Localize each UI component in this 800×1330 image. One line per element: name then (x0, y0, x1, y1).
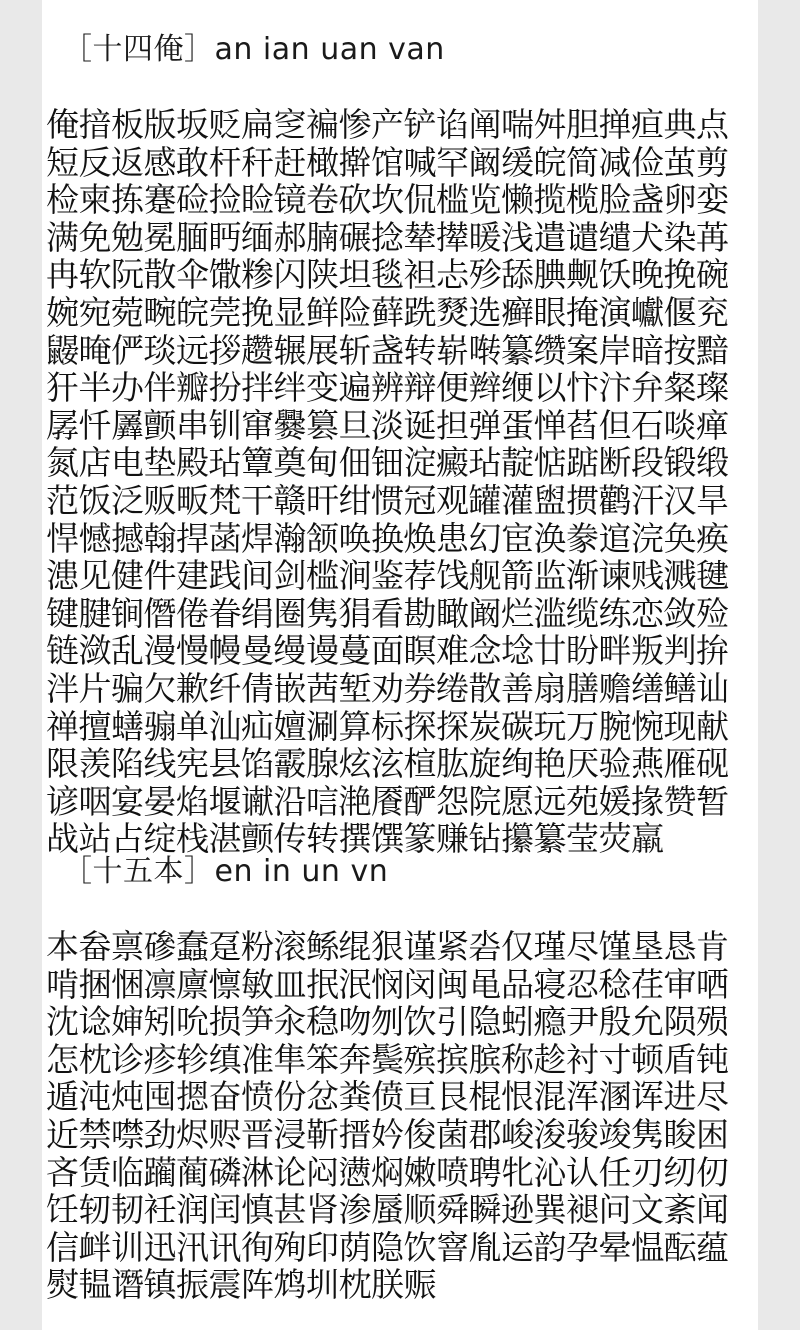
section-heading-an: ［十四俺］an ian uan van (62, 32, 445, 67)
section-heading-en: ［十五本］en in un vn (62, 854, 389, 889)
section-body-en: 本畚禀磣蠢趸粉滚鲧绲狠谨紧沯仅瑾尽馑垦恳肯啃捆悃凛廪懔敏皿抿泯悯闵闽黾品寝忍稔荏审哂沈谂婶矧吮损笋汆稳吻刎饮引隐蚓瘾尹殷允陨殒怎枕诊疹轸缜准隼笨奔鬓殡摈膑称趁衬寸顿盾钝遁沌炖囤摁奋愤份忿粪偾亘艮棍恨混浑溷诨进尽近禁噤劲烬赆晋浸靳搢妗俊菌郡峻浚骏竣隽睃困吝赁临躏蔺磷淋论闷懑焖嫩喷聘牝沁认任刃纫仞饪轫韧衽润闰慎甚肾渗蜃顺舜瞬逊巽褪问文紊闻信衅训迅汛讯徇殉印荫隐饮窨胤运韵孕晕愠酝蕴熨韫谮镇振震阵鸩圳枕朕赈 (46, 927, 729, 1305)
section-body-an: 俺揞板版坂贬扁窆褊惨产铲谄阐喘舛胆掸疸典点短反返感敢杆秆赶橄擀馆喊罕阚缓皖简减俭茧剪检柬拣蹇硷捡睑镜卷砍坎侃槛览懒揽榄脸盏卵娈满免勉冕腼眄缅郝腩碾捻辇撵暖浅遣谴缱犬染苒冉软阮散伞馓糁闪陕坦毯袒忐殄舔腆觍饫晚挽碗婉宛菀畹皖莞挽显鲜险藓跣燹选癣眼掩演巘偃兖鼹晻俨琰远拶趱辗展斩盏转崭啭纂缵案岸暗按黯犴半办伴瓣扮拌绊变遍辨辩便辫缏以忭汴弁粲璨孱忏羼颤串钏窜爨篡旦淡诞担弹蛋惮萏但石啖瘅氮店电垫殿玷簟奠甸佃钿淀癜玷靛惦踮断段锻缎范饭泛贩畈梵干赣旰绀惯冠观罐灌盥掼鹳汗汉旱悍憾撼翰捍菡焊瀚颔唤换焕患幻宦涣豢逭浣奂痪漶见健件建践间剑槛涧鉴荐饯舰箭监渐谏贱溅毽键腱锏僭倦眷绢圈隽狷看勘瞰阚烂滥缆练恋敛殓链潋乱漫慢幔曼缦谩蔓面瞑难念埝廿盼畔叛判拚泮片骗欠歉纤倩嵌茜堑劝券绻散善扇膳赡缮鳝讪禅擅蟮骟单汕疝嬗涮算标探探炭碳玩万腕惋现献限羡陷线宪县馅霰腺炫泫楦肱旋绚艳厌验燕雁砚谚咽宴晏焰堰谳沿唁滟餍酽怨院愿远苑媛掾赞暂战站占绽栈湛颤传转撰馔篆赚钻攥纂莹荧羸 (46, 105, 729, 859)
document-page (42, 0, 758, 1330)
